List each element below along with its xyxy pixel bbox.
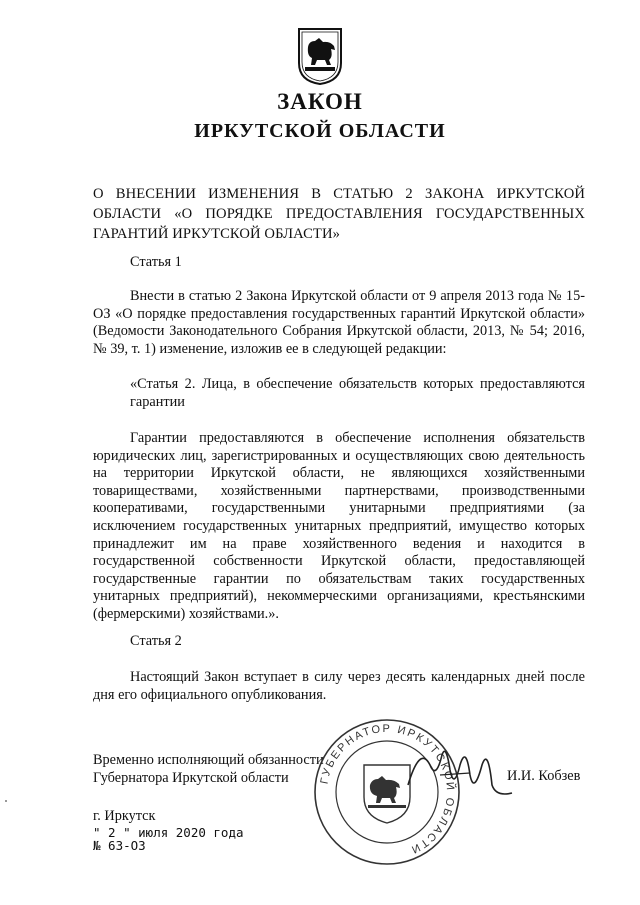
- article-2-heading: Статья 2: [130, 633, 182, 649]
- document-title: ЗАКОН: [277, 89, 363, 114]
- coat-of-arms-emblem: [297, 27, 343, 85]
- document-subtitle: ИРКУТСКОЙ ОБЛАСТИ: [194, 120, 446, 142]
- article-1-quote-body: Гарантии предоставляются в обеспечение исполнения обязательств юридических лиц, зарегистрированных и осуществляющих свою деятельность на территории Иркутской области, не являющихся хозяйственными товариществами, хозяйственными партнерствами, производственными кооперативами, государственными унитарными предприятиями (за исключением государственных унитарных предприятий, имущество которых принадлежит им на праве хозяйственного ведения и находится в государственной собственности Иркутской области, предоставляющей государственные гарантии по обязательствам таких государственных унитарных предприятий), некоммерческими организациями, крестьянскими (фермерскими) хозяйствами.».: [93, 430, 585, 622]
- handwritten-signature: [400, 735, 520, 805]
- city-label: г. Иркутск: [93, 808, 156, 824]
- article-1-paragraph: Внести в статью 2 Закона Иркутской области от 9 апреля 2013 года № 15-ОЗ «О порядке предоставления государственных гарантий Иркутской области» (Ведомости Законодательного Собрания Иркутской области, 2013, № 54; 2016, № 39, т. 1) изменение, изложив ее в следующей редакции:: [93, 288, 585, 357]
- signatory-position-line2: Губернатора Иркутской области: [93, 769, 289, 786]
- document-date: " 2 " июля 2020 года: [93, 825, 244, 840]
- signatory-position-line1: Временно исполняющий обязанности: [93, 752, 324, 768]
- article-1-quote-heading: «Статья 2. Лица, в обеспечение обязательств которых предоставляются гарантии: [130, 376, 585, 410]
- signer-name: И.И. Кобзев: [507, 768, 581, 784]
- law-subject: О ВНЕСЕНИИ ИЗМЕНЕНИЯ В СТАТЬЮ 2 ЗАКОНА ИРКУТСКОЙ ОБЛАСТИ «О ПОРЯДКЕ ПРЕДОСТАВЛЕНИЯ ГОСУДАРСТВЕННЫХ ГАРАНТИЙ ИРКУТСКОЙ ОБЛАСТИ»: [93, 186, 585, 242]
- article-1-heading: Статья 1: [130, 254, 182, 270]
- document-number: № 63-ОЗ: [93, 838, 146, 853]
- svg-text:ГУБЕРНАТОР ИРКУТСКОЙ ОБЛАСТИ: ГУБЕРНАТОР ИРКУТСКОЙ ОБЛАСТИ: [318, 722, 457, 857]
- scan-mark: [5, 800, 7, 802]
- signatory-position: [93, 752, 324, 787]
- article-2-paragraph: Настоящий Закон вступает в силу через десять календарных дней после дня его официального опубликования.: [93, 669, 585, 703]
